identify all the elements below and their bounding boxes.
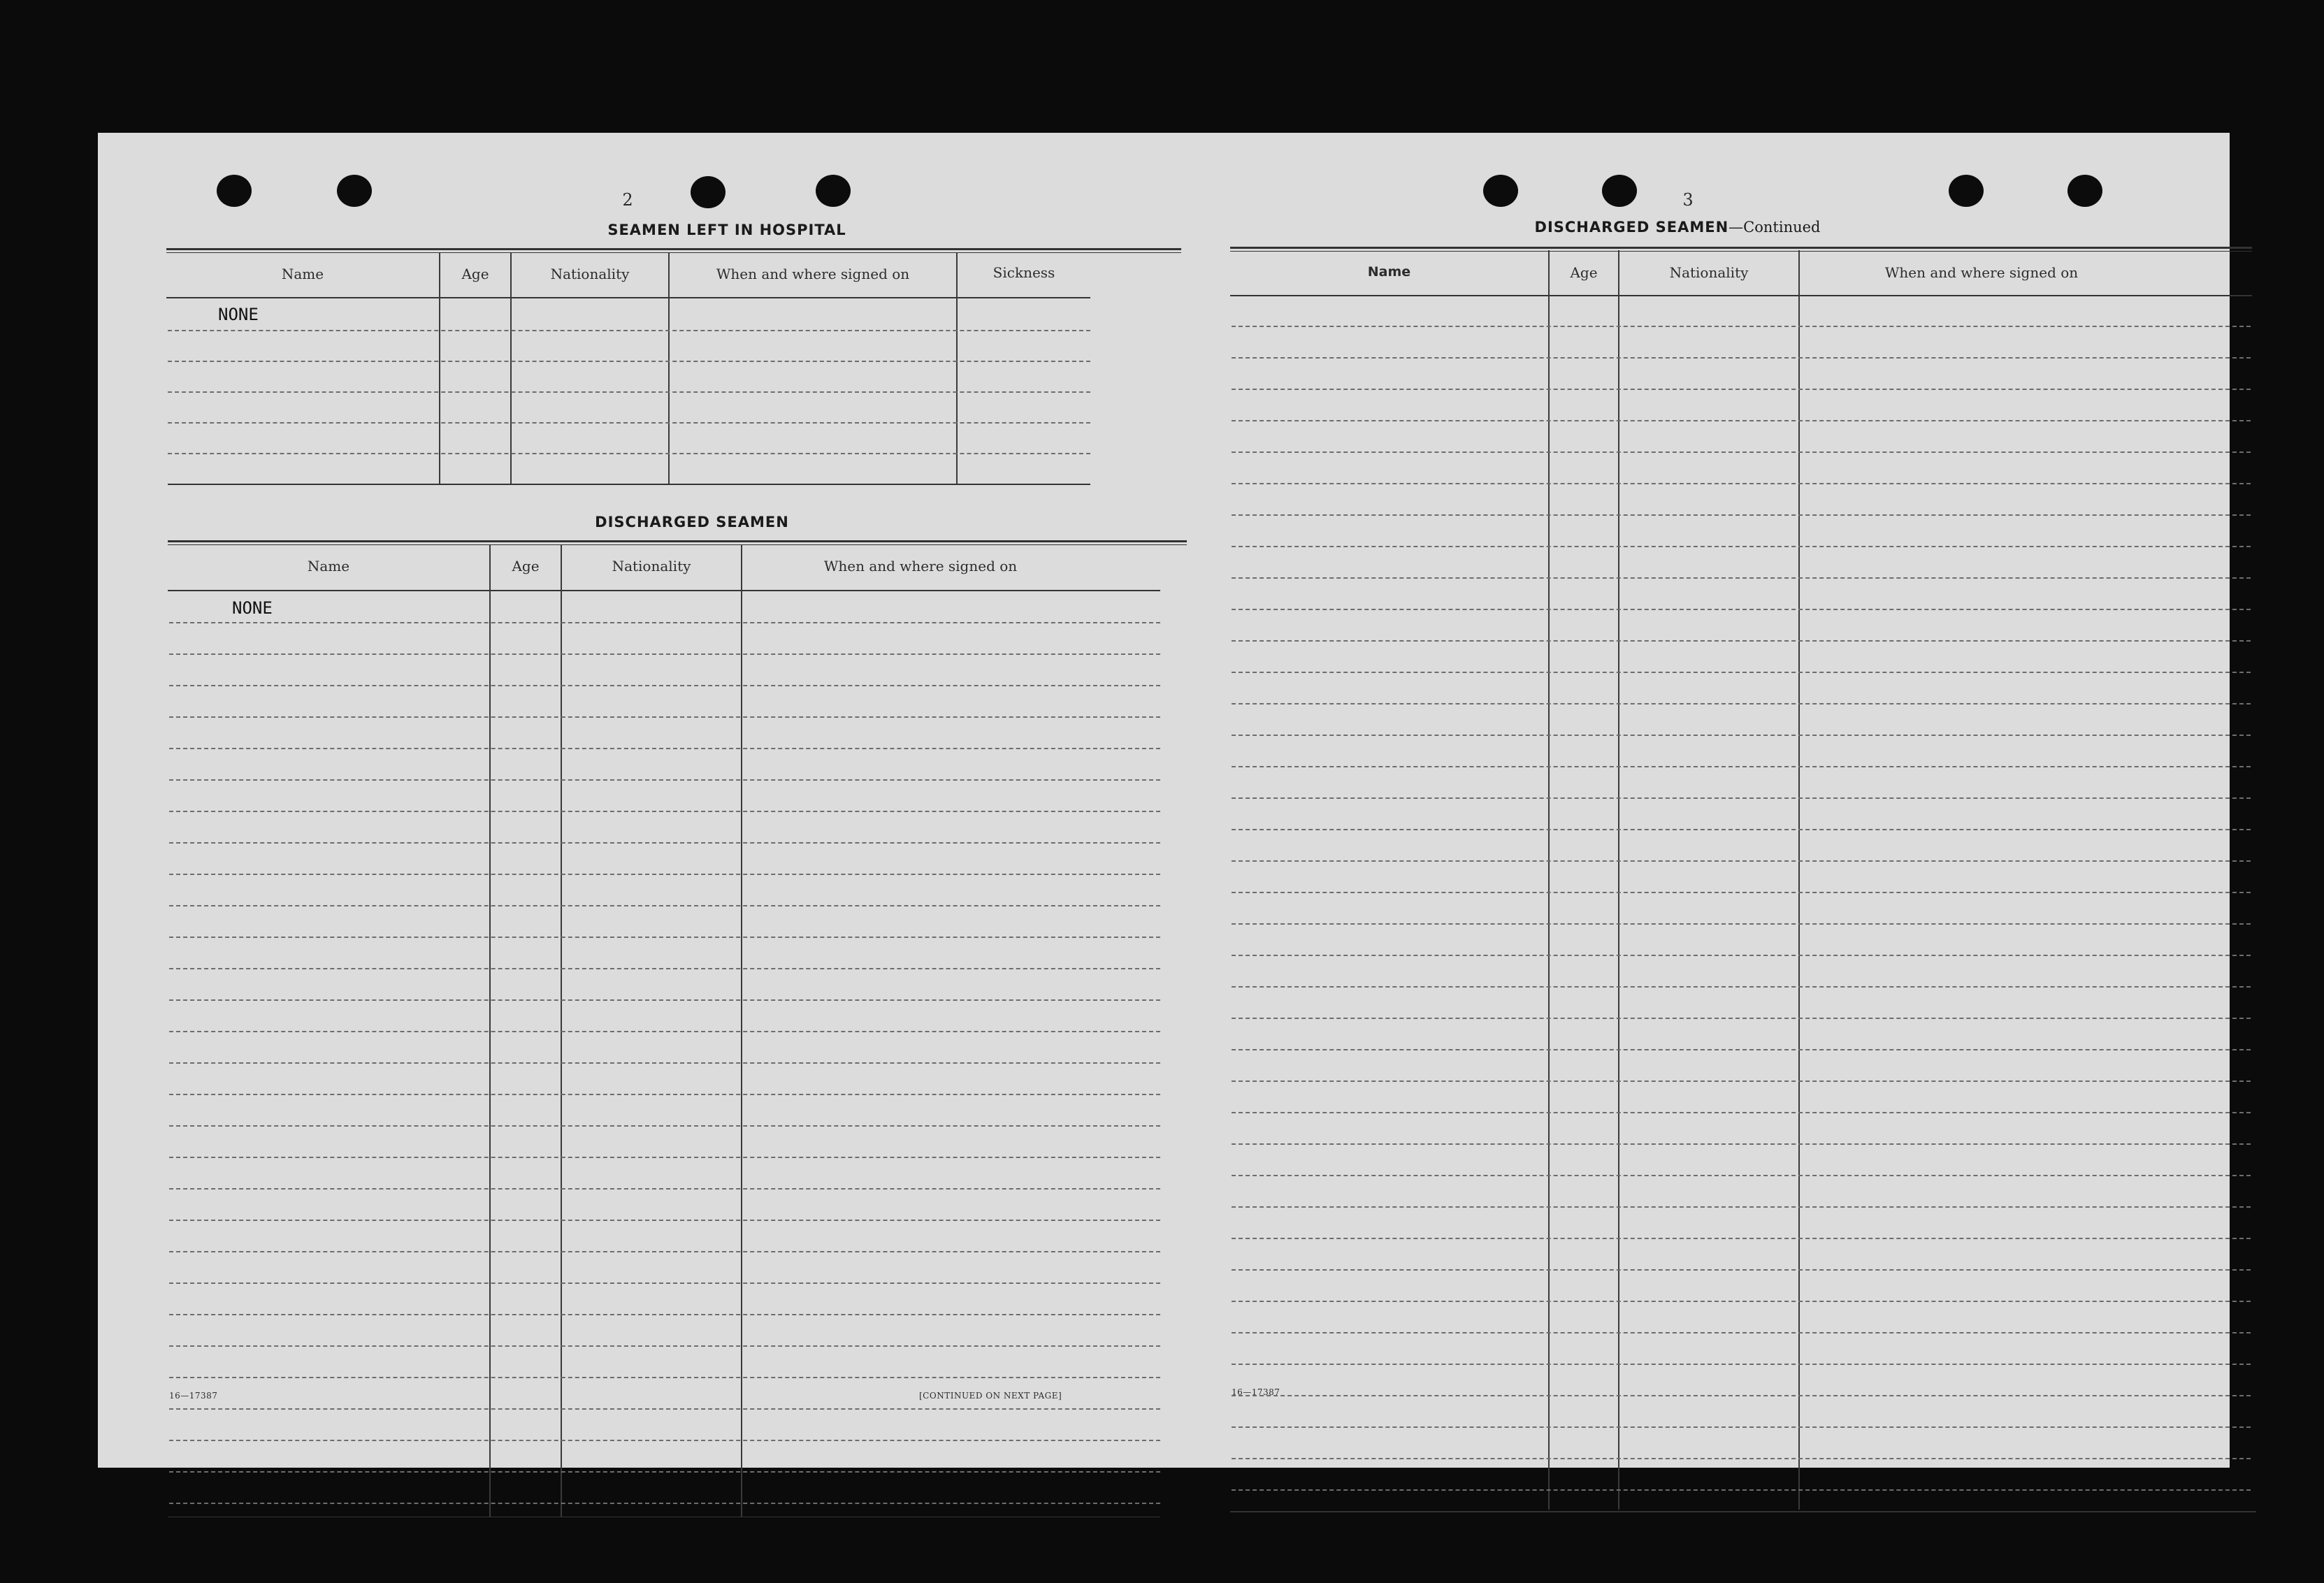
- row-line: [169, 622, 1160, 623]
- row-line: [1232, 389, 2251, 390]
- row-line: [169, 1094, 1160, 1095]
- row-line: [1232, 735, 2251, 736]
- row-line: [169, 748, 1160, 749]
- row-line: [169, 1314, 1160, 1315]
- row-line: [1232, 1112, 2251, 1113]
- row-line: [169, 968, 1160, 969]
- row-line: [169, 653, 1160, 655]
- row-line: [1232, 514, 2251, 516]
- column-header-name: Name: [1367, 264, 1411, 280]
- form-number-right: 16—17387: [1232, 1387, 1280, 1397]
- row-line: [1232, 986, 2251, 988]
- row-line: [169, 685, 1160, 686]
- row-line: [1232, 546, 2251, 547]
- title-rule: [168, 544, 1187, 545]
- row-line: [168, 391, 1090, 393]
- punch-hole: [816, 175, 851, 207]
- column-divider: [439, 253, 440, 485]
- row-line: [169, 937, 1160, 938]
- column-header-nationality: Nationality: [550, 266, 630, 282]
- row-line: [169, 999, 1160, 1001]
- title-main: DISCHARGED SEAMEN: [1534, 219, 1729, 236]
- discharged-continued-title: [1398, 219, 1957, 236]
- row-line: [1232, 892, 2251, 893]
- column-header-nationality: Nationality: [1669, 264, 1749, 281]
- row-line: [169, 1440, 1160, 1441]
- column-divider: [956, 253, 958, 485]
- punch-hole: [1602, 175, 1637, 207]
- row-line: [1232, 1143, 2251, 1145]
- column-header-name: Name: [281, 266, 324, 282]
- form-sheet: [98, 133, 2230, 1468]
- row-line: [169, 1157, 1160, 1158]
- row-line: [1232, 766, 2251, 767]
- row-line: [169, 1377, 1160, 1378]
- title-rule: [1230, 247, 2252, 249]
- row-line: [1232, 1269, 2251, 1271]
- row-line: [169, 1062, 1160, 1064]
- entry-none: NONE: [232, 598, 273, 618]
- row-line: [168, 422, 1090, 424]
- title-rule: [166, 252, 1181, 253]
- row-line: [169, 1503, 1160, 1504]
- row-line: [169, 905, 1160, 906]
- row-line: [1232, 703, 2251, 704]
- punch-hole: [1949, 175, 1984, 207]
- row-line: [1232, 1238, 2251, 1239]
- row-line: [169, 842, 1160, 844]
- punch-hole: [337, 175, 372, 207]
- row-line: [1232, 860, 2251, 862]
- row-line: [1232, 1364, 2251, 1365]
- row-line: [169, 874, 1160, 875]
- column-header-signed-on: When and where signed on: [1884, 264, 2079, 281]
- row-line: [1232, 326, 2251, 327]
- title-rule: [1230, 251, 2252, 252]
- row-line: [1232, 1489, 2251, 1491]
- punch-hole: [2067, 175, 2102, 207]
- entry-none: NONE: [218, 305, 259, 324]
- column-header-age: Age: [512, 558, 540, 574]
- hospital-section-title: SEAMEN LEFT IN HOSPITAL: [607, 222, 846, 238]
- continued-note: [CONTINUED ON NEXT PAGE]: [919, 1391, 1062, 1401]
- header-rule: [166, 297, 1090, 298]
- row-line: [169, 1408, 1160, 1410]
- row-line: [1232, 1458, 2251, 1459]
- column-header-signed-on: When and where signed on: [716, 266, 910, 282]
- punch-hole: [217, 175, 252, 207]
- title-rule: [166, 248, 1181, 250]
- row-line: [1232, 357, 2251, 359]
- column-header-age: Age: [461, 266, 489, 282]
- row-line: [1232, 420, 2251, 421]
- row-line: [169, 1251, 1160, 1252]
- row-line: [168, 361, 1090, 362]
- table-bottom-rule: [168, 484, 1090, 485]
- column-header-sickness: Sickness: [993, 264, 1055, 281]
- row-line: [1232, 1018, 2251, 1019]
- row-line: [1232, 797, 2251, 799]
- page-number-left: 2: [622, 190, 633, 210]
- table-bottom-rule: [1230, 1511, 2256, 1512]
- discharged-section-title: DISCHARGED SEAMEN: [595, 514, 789, 530]
- title-suffix: —Continued: [1728, 219, 1821, 236]
- row-line: [169, 1031, 1160, 1032]
- header-rule: [1230, 295, 2252, 296]
- row-line: [168, 330, 1090, 331]
- row-line: [1232, 1206, 2251, 1208]
- column-divider: [668, 253, 670, 485]
- row-line: [169, 779, 1160, 781]
- row-line: [1232, 1049, 2251, 1050]
- row-line: [1232, 1395, 2251, 1396]
- row-line: [1232, 483, 2251, 484]
- row-line: [169, 1220, 1160, 1221]
- row-line: [1232, 672, 2251, 673]
- row-line: [1232, 577, 2251, 579]
- row-line: [168, 453, 1090, 454]
- row-line: [1232, 451, 2251, 453]
- row-line: [1232, 955, 2251, 956]
- page-number-right: 3: [1682, 190, 1694, 210]
- column-divider: [1798, 250, 1800, 1510]
- row-line: [169, 1345, 1160, 1347]
- row-line: [1232, 1080, 2251, 1082]
- punch-hole: [1483, 175, 1518, 207]
- row-line: [169, 1282, 1160, 1284]
- row-line: [1232, 1301, 2251, 1302]
- column-divider: [1548, 250, 1550, 1510]
- row-line: [1232, 1332, 2251, 1333]
- row-line: [1232, 640, 2251, 642]
- row-line: [1232, 609, 2251, 610]
- column-header-signed-on: When and where signed on: [823, 558, 1018, 574]
- punch-hole: [691, 176, 726, 208]
- row-line: [169, 716, 1160, 718]
- column-header-nationality: Nationality: [612, 558, 691, 574]
- title-rule: [168, 540, 1187, 542]
- column-divider: [510, 253, 512, 485]
- header-rule: [168, 590, 1160, 591]
- form-number-left: 16—17387: [169, 1391, 218, 1401]
- row-line: [169, 1471, 1160, 1473]
- row-line: [169, 1188, 1160, 1190]
- column-header-name: Name: [307, 558, 350, 574]
- row-line: [1232, 829, 2251, 830]
- row-line: [1232, 1426, 2251, 1428]
- column-header-age: Age: [1570, 264, 1598, 281]
- row-line: [1232, 1175, 2251, 1176]
- row-line: [169, 811, 1160, 812]
- column-divider: [1618, 250, 1619, 1510]
- row-line: [169, 1125, 1160, 1127]
- row-line: [1232, 923, 2251, 925]
